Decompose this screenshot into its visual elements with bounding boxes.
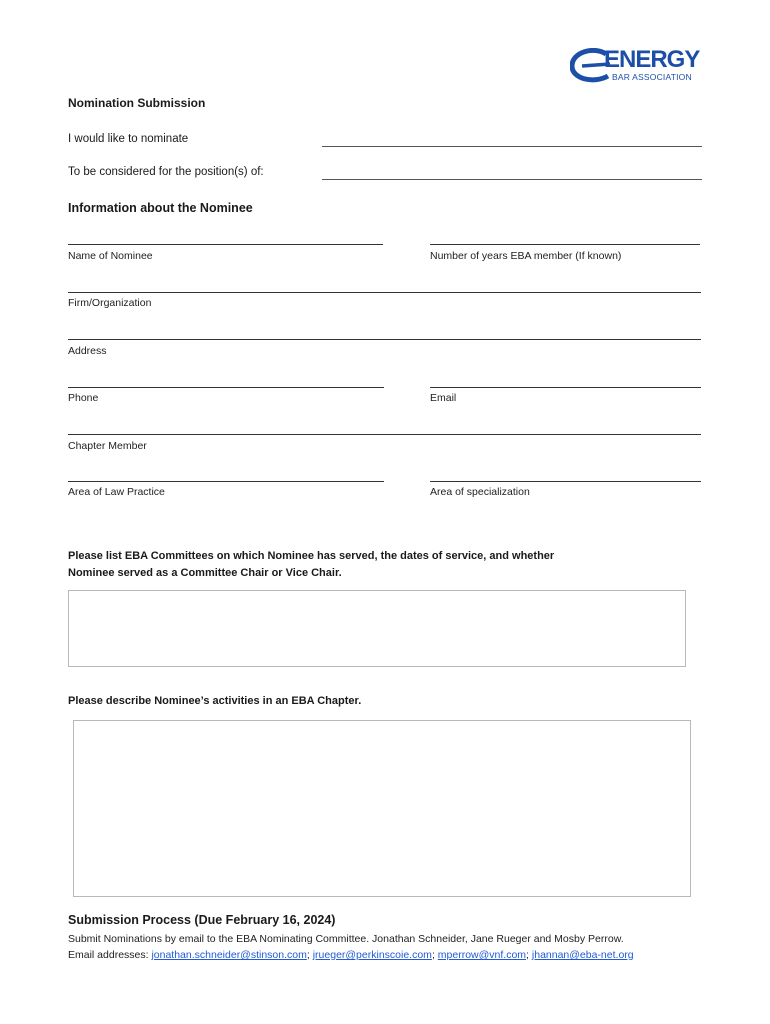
email-separator: ; — [431, 949, 438, 961]
email-link-rueger[interactable]: jrueger@perkinscoie.com — [312, 949, 432, 961]
specialization-label: Area of specialization — [430, 486, 530, 498]
law-practice-label: Area of Law Practice — [68, 486, 165, 498]
submission-emails — [68, 949, 634, 961]
nominate-field[interactable] — [322, 146, 702, 147]
committees-prompt-line1: Please list EBA Committees on which Nominee has served, the dates of service, and whether — [68, 550, 555, 562]
email-link-hannan[interactable]: jhannan@eba-net.org — [531, 949, 634, 961]
phone-label: Phone — [68, 392, 99, 404]
form-title: Nomination Submission — [68, 96, 206, 110]
law-practice-field[interactable] — [68, 481, 384, 482]
phone-field[interactable] — [68, 387, 384, 388]
eba-logo — [570, 46, 702, 84]
years-field[interactable] — [430, 244, 700, 245]
address-field[interactable] — [68, 339, 701, 340]
activities-textbox[interactable] — [73, 720, 691, 897]
emails-label: Email addresses: — [68, 949, 152, 961]
email-field[interactable] — [430, 387, 701, 388]
email-link-schneider[interactable]: jonathan.schneider@stinson.com — [151, 949, 307, 961]
chapter-label: Chapter Member — [68, 440, 147, 452]
chapter-field[interactable] — [68, 434, 701, 435]
position-label: To be considered for the position(s) of: — [68, 166, 264, 178]
firm-field[interactable] — [68, 292, 701, 293]
nominate-label: I would like to nominate — [68, 133, 189, 145]
activities-prompt: Please describe Nominee’s activities in an EBA Chapter. — [68, 695, 362, 707]
email-label: Email — [430, 392, 457, 404]
email-separator: ; — [526, 949, 532, 961]
years-label: Number of years EBA member (If known) — [430, 250, 622, 262]
logo-word-energy: ENERGY — [604, 46, 700, 73]
submission-heading: Submission Process (Due February 16, 2024) — [68, 913, 336, 927]
committees-textbox[interactable] — [68, 590, 686, 667]
email-link-perrow[interactable]: mperrow@vnf.com — [437, 949, 527, 961]
submission-body: Submit Nominations by email to the EBA Nominating Committee. Jonathan Schneider, Jane Rueger and Mosby Perrow. — [68, 933, 624, 945]
name-field[interactable] — [68, 244, 383, 245]
committees-prompt-line2: Nominee served as a Committee Chair or Vice Chair. — [68, 567, 342, 579]
nominee-heading: Information about the Nominee — [68, 201, 253, 215]
position-field[interactable] — [322, 179, 702, 180]
address-label: Address — [68, 345, 107, 357]
specialization-field[interactable] — [430, 481, 701, 482]
firm-label: Firm/Organization — [68, 297, 152, 309]
name-label: Name of Nominee — [68, 250, 153, 262]
email-separator: ; — [306, 949, 313, 961]
logo-word-bar-association: BAR ASSOCIATION — [612, 72, 692, 82]
